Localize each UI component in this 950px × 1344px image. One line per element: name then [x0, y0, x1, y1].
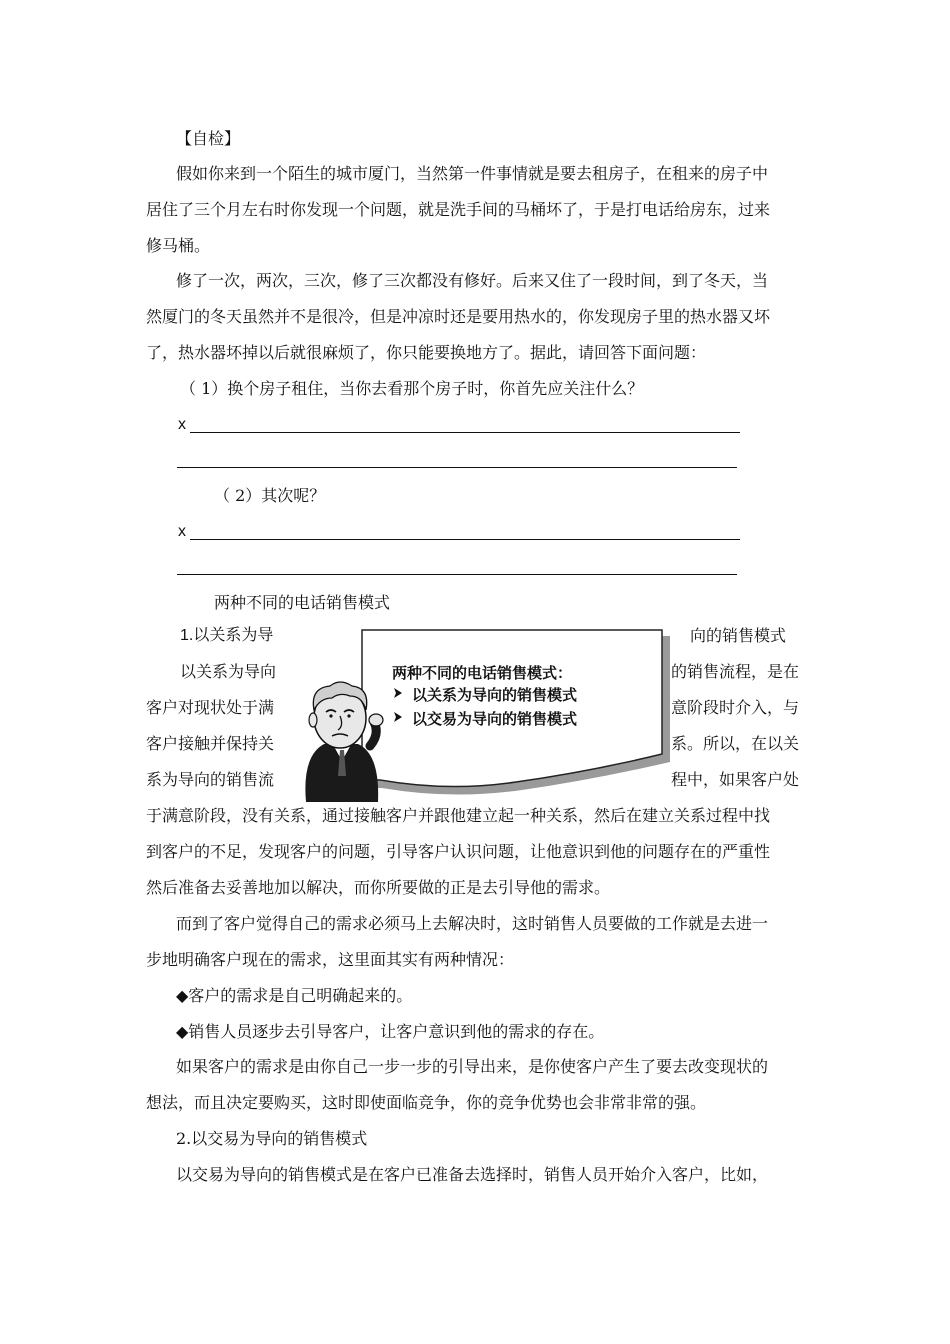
para2-line-2: 步地明确客户现在的需求，这里面其实有两种情况： [146, 950, 515, 969]
para3-line-1: 如果客户的需求是由你自己一步一步的引导出来，是你使客户产生了要去改变现状的 [176, 1057, 769, 1076]
callout-box [362, 630, 662, 787]
answer-mark-1: x [178, 416, 186, 433]
heading-2: 2.以交易为导向的销售模式 [176, 1129, 368, 1148]
intro-line-4: 修了一次，两次，三次，修了三次都没有修好。后来又住了一段时间，到了冬天，当 [176, 271, 769, 290]
para-cont-3: 然后准备去妥善地加以解决，而你所要做的正是去引导他的需求。 [146, 878, 611, 897]
question-1: （ 1）换个房子租住，当你去看那个房子时，你首先应关注什么？ [180, 379, 644, 398]
callout-figure [288, 626, 680, 806]
wrap-left-2: 客户对现状处于满 [146, 698, 275, 717]
wrap-left-1: 以关系为导向 [180, 662, 277, 681]
callout-title: 两种不同的电话销售模式： [392, 664, 573, 682]
answer-line-2b[interactable] [177, 574, 737, 575]
intro-line-2: 居住了三个月左右时你发现一个问题，就是洗手间的马桶坏了，于是打电话给房东，过来 [146, 200, 771, 219]
callout-item-1: 以关系为导向的销售模式 [412, 686, 578, 704]
section-title: 【自检】 [176, 129, 241, 148]
wrap-right-3: 系。所以，在以关 [671, 734, 800, 753]
wrap-left-4: 系为导向的销售流 [146, 770, 275, 789]
wrap-right-2: 意阶段时介入，与 [671, 698, 800, 717]
callout-item-2: 以交易为导向的销售模式 [412, 710, 578, 728]
answer-line-1b[interactable] [177, 467, 737, 468]
wrap-right-1: 的销售流程，是在 [671, 662, 800, 681]
intro-line-3: 修马桶。 [146, 236, 211, 255]
wrap-right-4: 程中，如果客户处 [671, 770, 800, 789]
para4-line-1: 以交易为导向的销售模式是在客户已准备去选择时，销售人员开始介入客户，比如， [176, 1165, 769, 1184]
para2-line-1: 而到了客户觉得自己的需求必须马上去解决时，这时销售人员要做的工作就是去进一 [176, 914, 769, 933]
answer-line-2a[interactable] [190, 539, 740, 540]
intro-line-5: 然厦门的冬天虽然并不是很冷，但是冲凉时还是要用热水的，你发现房子里的热水器又坏 [146, 307, 771, 326]
wrap-left-3: 客户接触并保持关 [146, 734, 275, 753]
bullet-item-1: ◆客户的需求是自己明确起来的。 [176, 986, 413, 1005]
heading-1-right: 向的销售模式 [690, 626, 787, 645]
para3-line-2: 想法，而且决定要购买，这时即使面临竞争，你的竞争优势也会非常非常的强。 [146, 1093, 707, 1112]
intro-line-1: 假如你来到一个陌生的城市厦门，当然第一件事情就是要去租房子，在租来的房子中 [176, 164, 769, 183]
subtitle: 两种不同的电话销售模式 [214, 593, 391, 612]
bullet-item-2: ◆销售人员逐步去引导客户，让客户意识到他的需求的存在。 [176, 1022, 605, 1041]
para-cont-2: 到客户的不足，发现客户的问题，引导客户认识问题，让他意识到他的问题存在的严重性 [146, 842, 771, 861]
question-2: （ 2）其次呢？ [214, 486, 326, 505]
para-cont-1: 于满意阶段，没有关系，通过接触客户并跟他建立起一种关系，然后在建立关系过程中找 [146, 806, 771, 825]
intro-line-6: 了，热水器坏掉以后就很麻烦了，你只能要换地方了。据此，请回答下面问题： [146, 343, 707, 362]
answer-line-1a[interactable] [190, 432, 740, 433]
heading-1-left: 1.以关系为导 [180, 627, 274, 644]
answer-mark-2: x [178, 523, 186, 540]
